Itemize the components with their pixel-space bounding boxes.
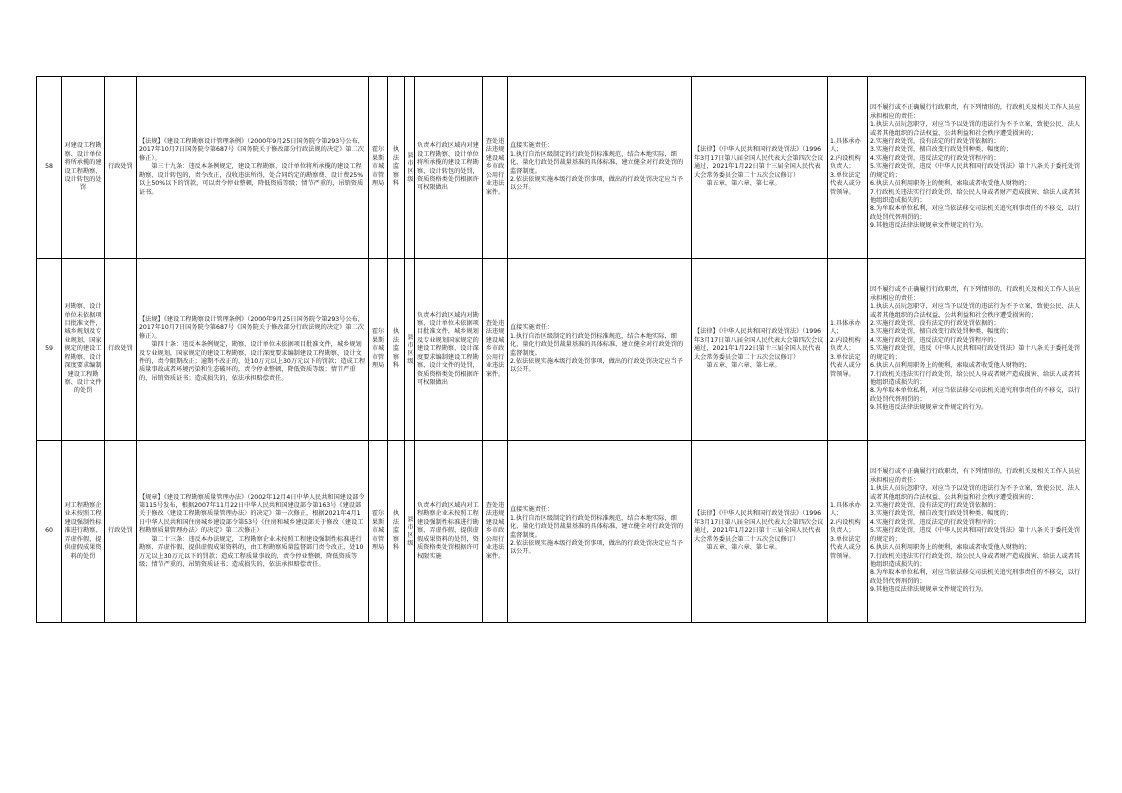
accountability-clauses-line: 4.实施行政处罚，违反法定的行政处罚程序的； bbox=[870, 518, 1000, 526]
responsible-subject-line: 1.具体承办人； bbox=[830, 502, 861, 518]
implementation-level bbox=[405, 259, 415, 441]
responsibility-scope: 负责本行政区域内对建设工程勘察、设计单位将所承揽的建设工程勘察、设计转包的处罚，资质资格类处罚根据许可权限做出 bbox=[415, 77, 483, 259]
accountability-clauses-line: 1.执法人员玩忽职守，对应当予以处罚的违法行为不予立案，致使公民、法人或者其他组织的合法权益、公共利益和社会秩序遭受损害的； bbox=[870, 121, 1081, 137]
accountability-clauses-line: 6.执法人员利用职务上的便利，索取或者收受他人财物的； bbox=[870, 362, 1031, 370]
accountability-clauses-line: 7.行政机关违法实行行政处罚，给公民人身或者财产造成损害、给法人或者其他组织造成损失的； bbox=[870, 370, 1081, 386]
responsible-subject-line: 3.单位法定代表人或分管领导。 bbox=[830, 171, 861, 196]
accountability-clauses-line: 3.实施行政处罚，擅自改变行政处罚种类、幅度的； bbox=[870, 328, 1013, 336]
internal-office: 执法监察科 bbox=[388, 259, 405, 441]
responsible-subject-line: 3.单位法定代表人或分管领导。 bbox=[830, 353, 861, 378]
implementation-level-text: 县市区级 bbox=[407, 151, 414, 183]
legal-basis bbox=[137, 259, 369, 441]
responsibility-scope: 负责本行政区域内对勘察、设计单位未依据项目批准文件，城乡规划及专业规划国家规定的建设工程勘察、设计深度要求编制建设工程勘察、设计文件的处罚，资质资格类处罚根据许可权限做出 bbox=[415, 259, 483, 441]
accountability-clauses-line: 2.实施行政处罚，没有法定的行政处罚依据的； bbox=[870, 502, 1000, 510]
responsibility-basis-line: 【法律】《中华人民共和国行政处罚法》（1996年3月17日第八届全国人民代表大会第四次会议通过，2021年1月22日第十三届全国人民代表大会常务委员会第二十五次会议修订） bbox=[694, 328, 824, 361]
responsible-subject-line: 2.内设机构负责人； bbox=[830, 518, 861, 535]
accountability-clauses-line: 因不履行或不正确履行行政职责，有下列情形的，行政机关及相关工作人员应承担相应的责任： bbox=[870, 286, 1081, 302]
internal-office: 执法监察科 bbox=[388, 441, 405, 623]
accountability-clauses-line: 2.实施行政处罚，没有法定的行政处罚依据的； bbox=[870, 320, 1000, 328]
accountability-clauses bbox=[868, 259, 1086, 441]
table-row bbox=[37, 77, 1086, 259]
item-type: 行政处罚 bbox=[105, 441, 137, 623]
row-number: 60 bbox=[37, 441, 62, 623]
accountability-clauses-line: 8.为牟取本单位私利，对应当依法移交司法机关追究刑事责任的不移交，以行政处罚代替刑罚的； bbox=[870, 569, 1081, 585]
internal-office: 执法监察科 bbox=[388, 77, 405, 259]
responsible-subject-line: 2.内设机构负责人； bbox=[830, 154, 861, 171]
implementation-responsibility bbox=[508, 77, 692, 259]
responsible-subject-line: 3.单位法定代表人或分管领导。 bbox=[830, 535, 861, 560]
accountability-clauses-line: 4.实施行政处罚，违反法定的行政处罚程序的； bbox=[870, 154, 1000, 162]
accountability-clauses-line: 因不履行或不正确履行行政职责，有下列情形的，行政机关及相关工作人员应承担相应的责任： bbox=[870, 468, 1081, 484]
responsible-subject bbox=[828, 259, 868, 441]
accountability-clauses-line: 1.执法人员玩忽职守，对应当予以处罚的违法行为不予立案，致使公民、法人或者其他组织的合法权益、公共利益和社会秩序遭受损害的； bbox=[870, 303, 1081, 319]
row-number: 58 bbox=[37, 77, 62, 259]
responsible-subject-line: 1.具体承办人； bbox=[830, 320, 861, 336]
accountability-clauses-line: 1.执法人员玩忽职守，对应当予以处罚的违法行为不予立案，致使公民、法人或者其他组织的合法权益、公共利益和社会秩序遭受损害的； bbox=[870, 485, 1081, 501]
implementation-responsibility-line: 2.依法依规实施本级行政处罚事项，做出的行政处罚决定应当予以公开。 bbox=[510, 357, 683, 374]
accountability-clauses-line: 5.实施行政处罚，违反《中华人民共和国行政处罚法》第十八条关于委托处罚的规定的； bbox=[870, 345, 1081, 361]
responsible-subject bbox=[828, 77, 868, 259]
table-row bbox=[37, 441, 1086, 623]
responsible-subject-line: 2.内设机构负责人； bbox=[830, 336, 861, 353]
accountability-clauses-line: 5.实施行政处罚，违反《中华人民共和国行政处罚法》第十八条关于委托处罚的规定的； bbox=[870, 163, 1081, 179]
legal-basis-line: 【法规】《建设工程勘察设计管理条例》（2000年9月25日国务院令第293号公布，2017年10月7日国务院令第687号《国务院关于修改部分行政法规的决定》第二次修正）。 bbox=[139, 138, 364, 162]
implementing-department: 霍尔果斯市城市管理局 bbox=[369, 441, 388, 623]
legal-basis-line: 第三十九条：违反本条例规定，建设工程勘察、设计单位将所承揽的建设工程勘察、设计转包的，责令改正，没收违法所得，处合同约定的勘察费、设计费25%以上50%以下的罚款，可以责令停业整顿，降低资质等级；情节严重的，吊销资质证书。 bbox=[139, 163, 364, 196]
legal-basis-line: 【规章】《建设工程勘察质量管理办法》（2002年12月4日中华人民共和国建设部令第115号发布，根据2007年11月22日中华人民共和国建设部令第163号《建设部关于修改〈建设工程勘察质量管理办法〉的决定》第一次修正，根据2021年4月1日中华人民共和国住房城乡建设部令第53号《住房和城乡建设部关于修改〈建设工程勘察质量管理办法〉的决定》第二次修正） bbox=[139, 493, 365, 535]
responsible-subject bbox=[828, 441, 868, 623]
case-handling-scope: 查处违法违规建设城乡市政公用行业违法案件。 bbox=[483, 77, 508, 259]
accountability-clauses-line: 7.行政机关违法实行行政处罚，给公民人身或者财产造成损害、给法人或者其他组织造成损失的； bbox=[870, 552, 1081, 568]
implementation-level-text: 县市区级 bbox=[407, 333, 414, 365]
accountability-clauses-line: 9.其他违反法律法规规章文件规定的行为。 bbox=[870, 222, 988, 230]
implementation-responsibility-line: 直接实施责任： bbox=[510, 324, 554, 332]
responsibility-basis-line: 第五章、第六章、第七章。 bbox=[694, 544, 781, 552]
accountability-clauses-line: 3.实施行政处罚，擅自改变行政处罚种类、幅度的； bbox=[870, 146, 1013, 154]
implementation-responsibility-line: 1.执行自治区级制定的行政处罚标准规范，结合本地实际，细化、量化行政处罚裁量基准的具体标准，建立健全对行政处罚的监督制度。 bbox=[510, 332, 684, 357]
accountability-clauses-line: 9.其他违反法律法规规章文件规定的行为。 bbox=[870, 586, 988, 594]
legal-basis bbox=[137, 441, 369, 623]
accountability-clauses-line: 8.为牟取本单位私利，对应当依法移交司法机关追究刑事责任的不移交，以行政处罚代替刑罚的； bbox=[870, 387, 1081, 403]
item-name: 对工程勘察企业未按照工程建设强制性标准进行勘察、弄虚作假、提供虚假成果资料的处罚 bbox=[62, 441, 105, 623]
legal-basis bbox=[137, 77, 369, 259]
responsible-subject-line: 1.具体承办人； bbox=[830, 138, 861, 154]
accountability-clauses-line: 5.实施行政处罚，违反《中华人民共和国行政处罚法》第十八条关于委托处罚的规定的； bbox=[870, 527, 1081, 543]
accountability-clauses-line: 9.其他违反法律法规规章文件规定的行为。 bbox=[870, 404, 988, 412]
item-name: 对建设工程勘察、设计单位将所承揽的建设工程勘察、设计转包的处罚 bbox=[62, 77, 105, 259]
item-type: 行政处罚 bbox=[105, 259, 137, 441]
implementation-level bbox=[405, 441, 415, 623]
responsibility-basis bbox=[692, 259, 828, 441]
implementation-responsibility-line: 2.依法依规实施本级行政处罚事项，做出的行政处罚决定应当予以公开。 bbox=[510, 539, 683, 556]
implementing-department: 霍尔果斯市城市管理局 bbox=[369, 77, 388, 259]
implementation-responsibility-line: 1.执行自治区级制定的行政处罚标准规范，结合本地实际，细化、量化行政处罚裁量基准的具体标准，建立健全对行政处罚的监督制度。 bbox=[510, 514, 684, 539]
implementation-responsibility-line: 直接实施责任： bbox=[510, 506, 554, 514]
implementing-department: 霍尔果斯市城市管理局 bbox=[369, 259, 388, 441]
accountability-clauses-line: 6.执法人员利用职务上的便利，索取或者收受他人财物的； bbox=[870, 180, 1031, 188]
accountability-clauses-line: 3.实施行政处罚，擅自改变行政处罚种类、幅度的； bbox=[870, 510, 1013, 518]
accountability-clauses bbox=[868, 77, 1086, 259]
row-number: 59 bbox=[37, 259, 62, 441]
implementation-responsibility-line: 1.执行自治区级制定的行政处罚标准规范，结合本地实际，细化、量化行政处罚裁量基准的具体标准，建立健全对行政处罚的监督制度。 bbox=[510, 150, 684, 175]
implementation-responsibility bbox=[508, 441, 692, 623]
case-handling-scope: 查处违法违规建设城乡市政公用行业违法案件。 bbox=[483, 441, 508, 623]
implementation-responsibility-line: 2.依法依规实施本级行政处罚事项，做出的行政处罚决定应当予以公开。 bbox=[510, 175, 683, 192]
responsibility-basis bbox=[692, 77, 828, 259]
item-name: 对勘察、设计单位未依据项目批准文件，城乡规划及专业规划，国家规定的建设工程勘察、设计深度要求编制建设工程勘察、设计文件的处罚 bbox=[62, 259, 105, 441]
legal-basis-line: 【法规】《建设工程勘察设计管理条例》（2000年9月25日国务院令第293号公布，2017年10月7日国务院令第687号《国务院关于修改部分行政法规的决定》第二次修正）。 bbox=[139, 315, 364, 340]
implementation-level bbox=[405, 77, 415, 259]
responsibility-basis bbox=[692, 441, 828, 623]
case-handling-scope: 查处违法违规建设城乡市政公用行业违法案件。 bbox=[483, 259, 508, 441]
table-row bbox=[37, 259, 1086, 441]
accountability-clauses-line: 2.实施行政处罚，没有法定的行政处罚依据的； bbox=[870, 138, 1000, 146]
item-type: 行政处罚 bbox=[105, 77, 137, 259]
responsibility-basis-line: 【法律】《中华人民共和国行政处罚法》（1996年3月17日第八届全国人民代表大会第四次会议通过，2021年1月22日第十三届全国人民代表大会常务委员会第二十五次会议修订） bbox=[694, 146, 824, 179]
legal-basis-line: 第二十三条：违反本办法规定，工程勘察企业未按照工程建设强制性标准进行勘察、弄虚作假、提供虚假成果资料的，由工程勘察质量监督部门责令改正，处10万元以上30万元以下的罚款；造成工程质量事故的，责令停业整顿，降低资质等级；情节严重的，吊销资质证书；造成损失的，依法承担赔偿责任。 bbox=[139, 535, 364, 568]
responsibility-basis-line: 【法律】《中华人民共和国行政处罚法》（1996年3月17日第八届全国人民代表大会第四次会议通过，2021年1月22日第十三届全国人民代表大会常务委员会第二十五次会议修订） bbox=[694, 510, 824, 543]
accountability-clauses-line: 8.为牟取本单位私利，对应当依法移交司法机关追究刑事责任的不移交，以行政处罚代替刑罚的； bbox=[870, 205, 1081, 221]
accountability-clauses-line: 6.执法人员利用职务上的便利，索取或者收受他人财物的； bbox=[870, 544, 1031, 552]
responsibility-scope: 负责本行政区域内对工程勘察企业未按照工程建设强制性标准进行勘察、弄虚作假、提供虚假成果资料的处罚，资质资格类处罚根据许可权限实施 bbox=[415, 441, 483, 623]
accountability-clauses-line: 7.行政机关违法实行行政处罚，给公民人身或者财产造成损害、给法人或者其他组织造成损失的； bbox=[870, 188, 1081, 204]
accountability-clauses-line: 因不履行或不正确履行行政职责，有下列情形的，行政机关及相关工作人员应承担相应的责任： bbox=[870, 104, 1081, 120]
legal-basis-line: 第四十条：违反本条例规定，勘察、设计单位未依据项目批准文件，城乡规划及专业规划，国家规定的建设工程勘察、设计深度要求编制建设工程勘察、设计文件的，责令限期改正；逾期不改正的，处10万元以上30万元以下的罚款；造成工程质量事故或者环境污染和生态破坏的，责令停业整顿，降低资质等级；情节严重的，吊销资质证书；造成损失的，依法承担赔偿责任。 bbox=[139, 341, 366, 382]
responsibility-basis-line: 第五章、第六章、第七章。 bbox=[694, 180, 781, 188]
accountability-clauses bbox=[868, 441, 1086, 623]
responsibility-basis-line: 第五章、第六章、第七章。 bbox=[694, 362, 781, 370]
implementation-level-text: 县市区级 bbox=[407, 515, 414, 547]
responsibility-table bbox=[36, 76, 1086, 623]
implementation-responsibility bbox=[508, 259, 692, 441]
accountability-clauses-line: 4.实施行政处罚，违反法定的行政处罚程序的； bbox=[870, 336, 1000, 344]
implementation-responsibility-line: 直接实施责任： bbox=[510, 142, 554, 150]
